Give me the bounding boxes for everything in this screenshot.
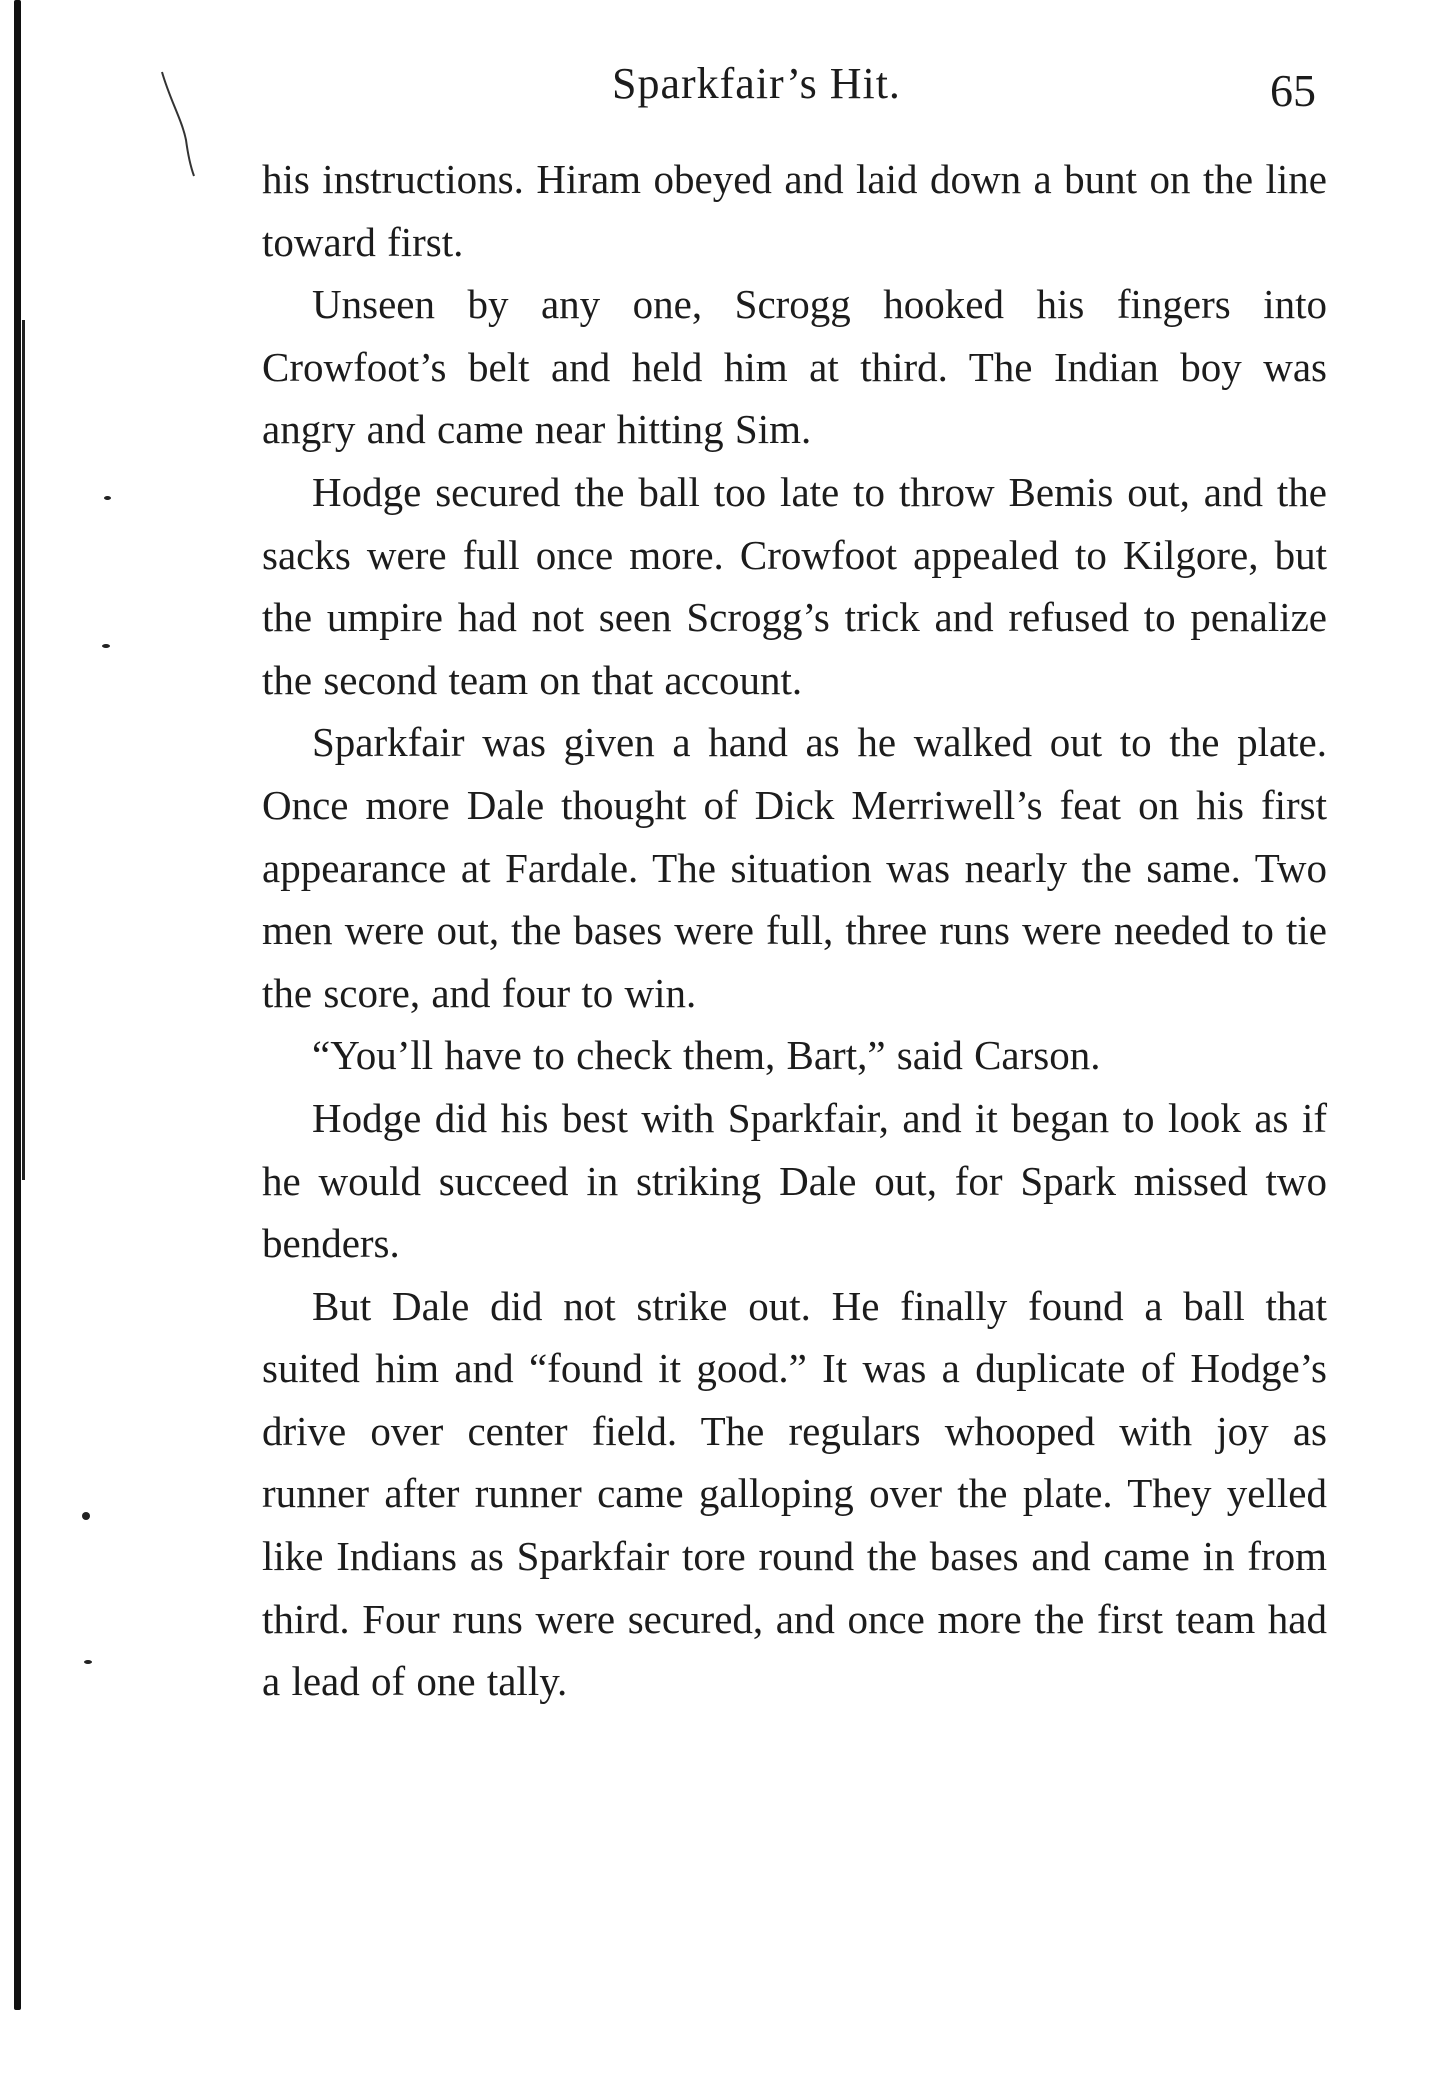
paragraph: Hodge secured the ball too late to throw Bemis out, and the sacks were full once more. Crowfoot appealed to Kilgore, but the umpire had not seen Scrogg’s trick and refused to penalize the second team on that account.	[262, 468, 1327, 703]
paragraph: Unseen by any one, Scrogg hooked his fingers into Crowfoot’s belt and held him at third. The Indian boy was angry and came near hitting Sim.	[262, 281, 1327, 453]
page-number: 65	[1270, 65, 1316, 116]
margin-speck	[84, 1660, 92, 1664]
paragraph: Hodge did his best with Sparkfair, and it began to look as if he would succeed in striking Dale out, for Spark missed two benders.	[262, 1094, 1327, 1267]
margin-speck	[102, 644, 110, 648]
chapter-title: Sparkfair’s Hit.	[612, 59, 901, 108]
binding-edge-line	[14, 0, 21, 2010]
margin-speck	[82, 1512, 90, 1520]
running-head	[0, 58, 1441, 118]
paragraph: “You’ll have to check them, Bart,” said Carson.	[312, 1032, 1101, 1079]
paragraph: Sparkfair was given a hand as he walked out to the plate. Once more Dale thought of Dick Merriwell’s feat on his first appearance at Fardale. The situation was nearly the same. Two men were out, the bases were full, three runs were needed to tie the score, and four to win.	[262, 719, 1327, 1016]
margin-speck	[104, 496, 111, 500]
body-text	[262, 148, 1327, 1713]
binding-edge-shadow	[22, 320, 25, 1180]
paragraph: But Dale did not strike out. He finally found a ball that suited him and “found it good.” It was a duplicate of Hodge’s drive over center field. The regulars whooped with joy as runner after runner came galloping over the plate. They yelled like Indians as Sparkfair tore round the bases and came in from third. Four runs were secured, and once more the first team had a lead of one tally.	[262, 1282, 1327, 1705]
paragraph: his instructions. Hiram obeyed and laid down a bunt on the line toward first.	[262, 156, 1327, 265]
